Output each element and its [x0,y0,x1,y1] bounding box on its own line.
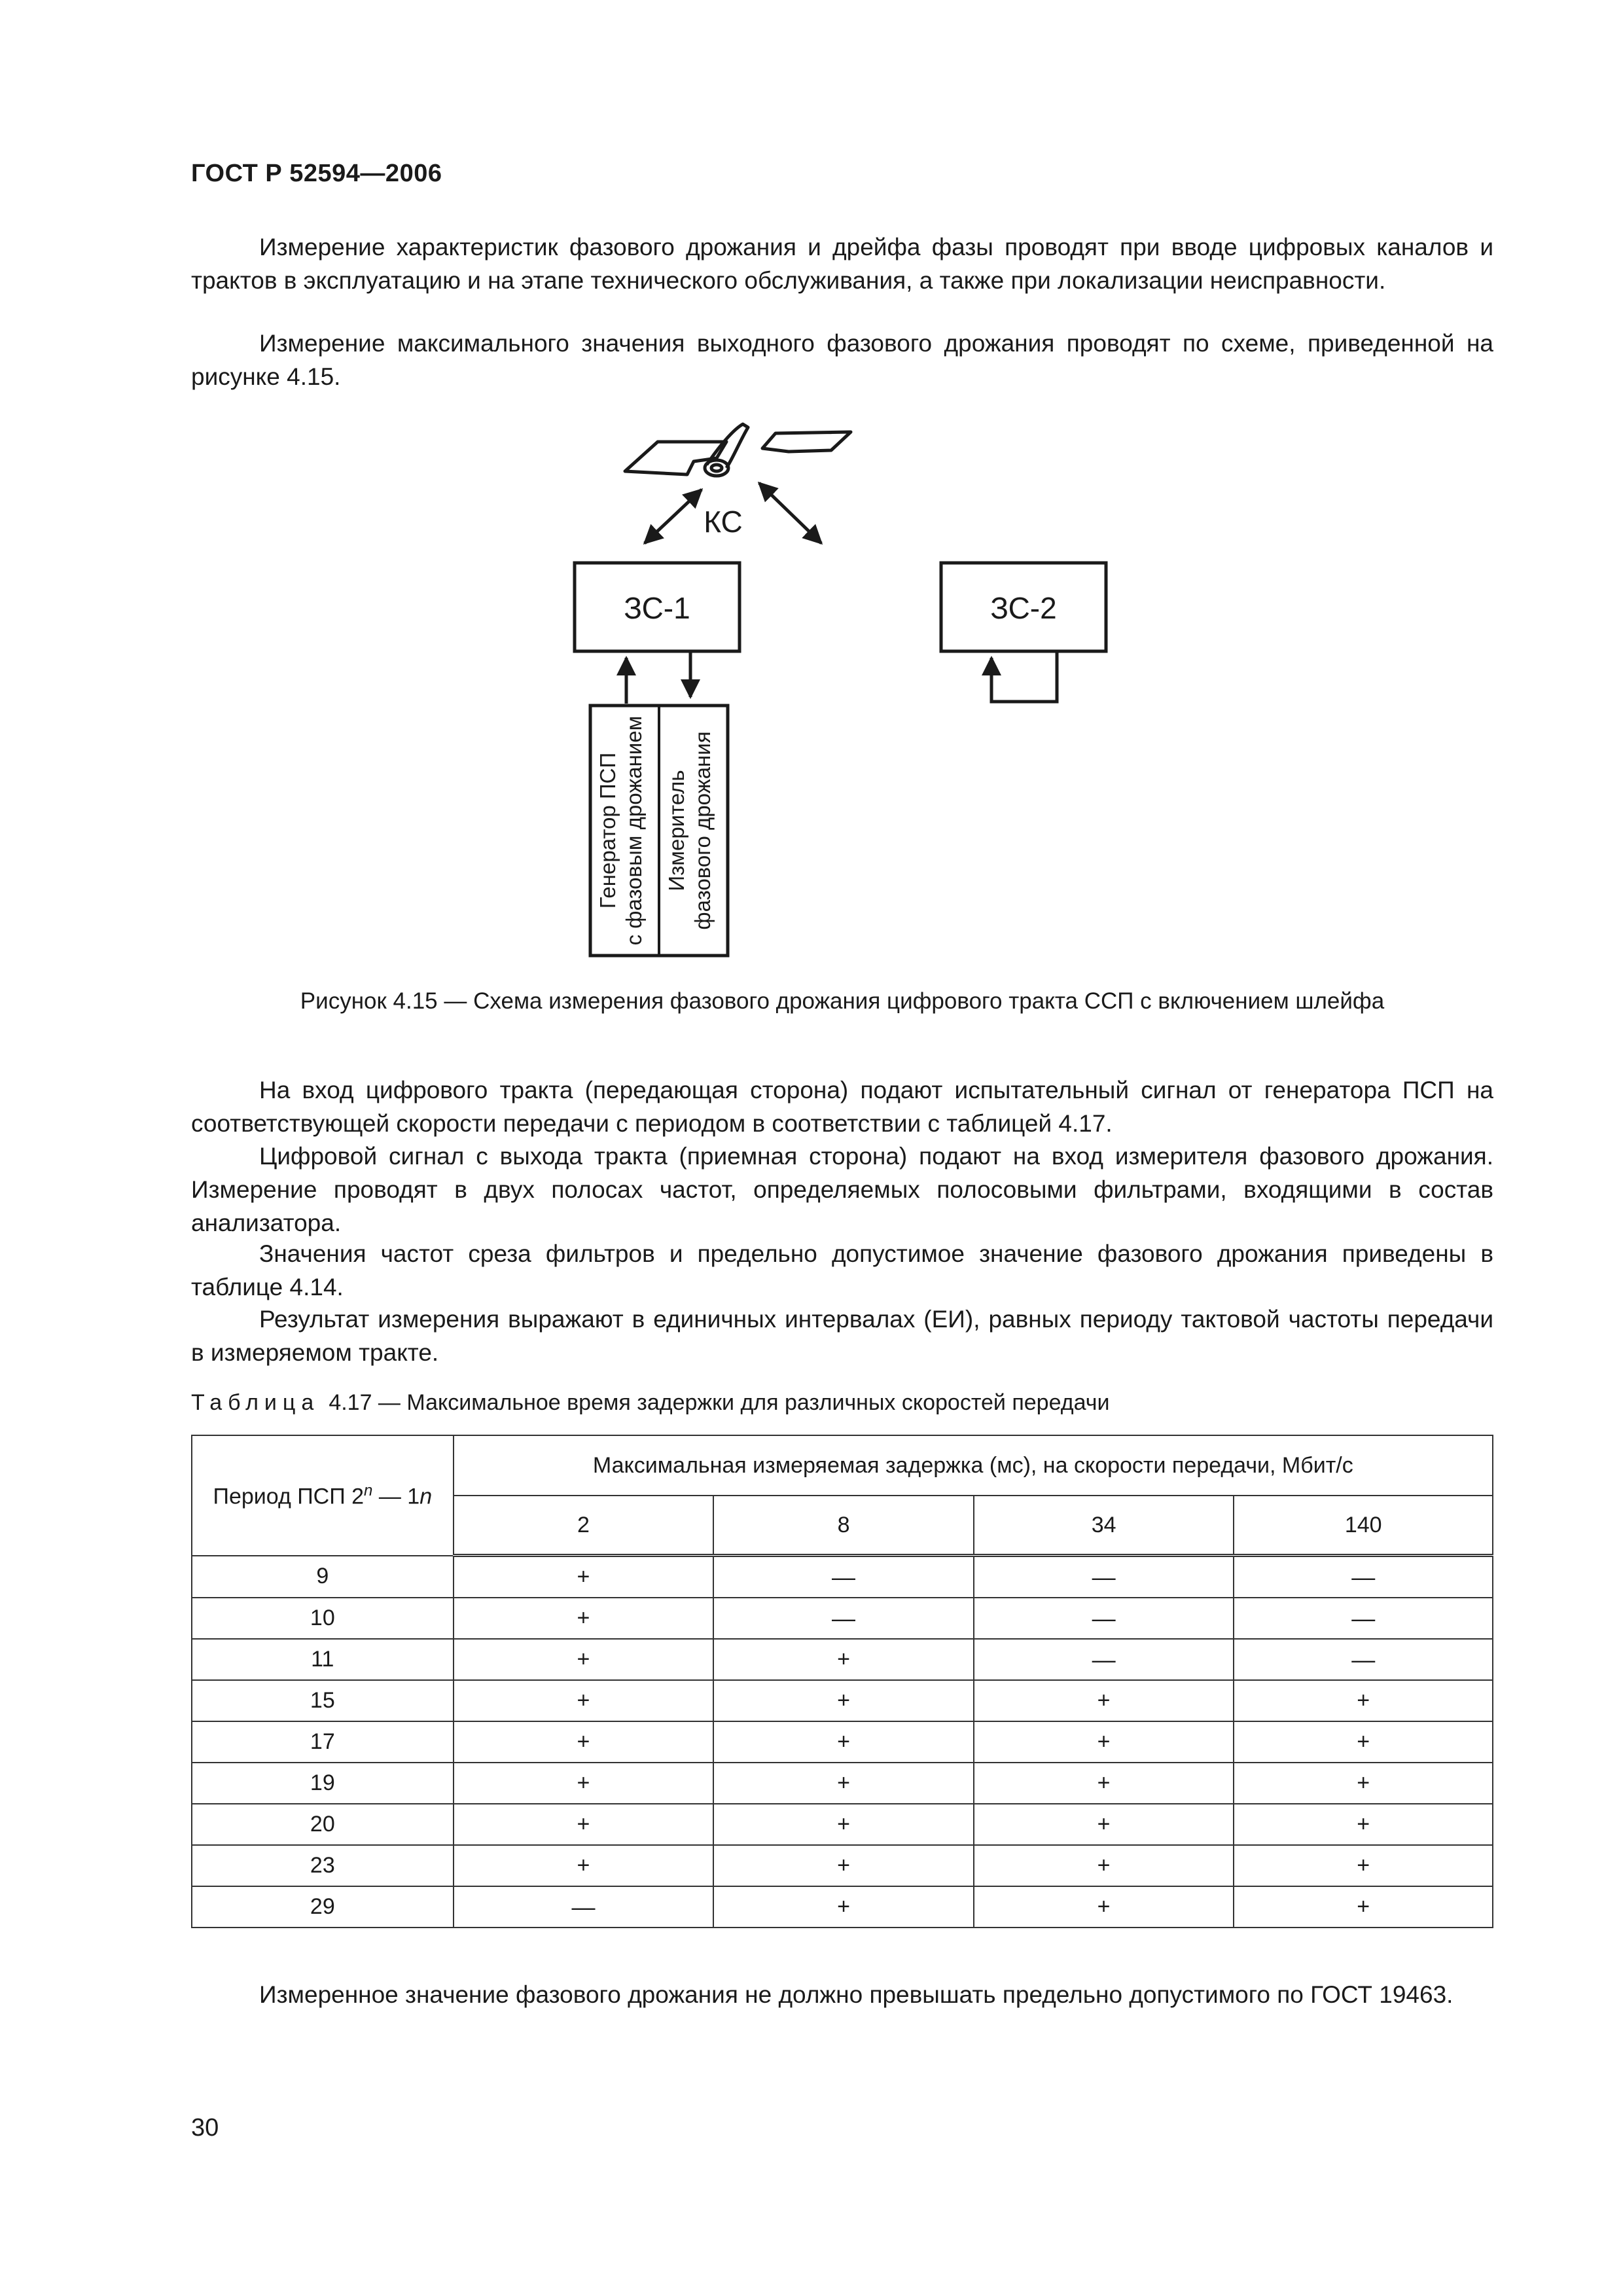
value-cell: — [713,1598,974,1639]
value-cell: + [974,1721,1234,1763]
table-title [191,1390,1109,1416]
body-paragraph-4: Цифровой сигнал с выхода тракта (приемная сторона) подают на вход измерителя фазового дрожания. Измерение проводят в двух полосах частот, определяемых полосовыми фильтрами, входящими в состав анализатора. [191,1143,1493,1236]
header-speed-2: 2 [454,1496,714,1556]
value-cell: — [974,1556,1234,1598]
generator-label-line1: Генератор ПСП [596,752,620,909]
period-cell: 23 [192,1845,454,1886]
body-paragraph-5: Значения частот среза фильтров и предельно допустимое значение фазового дрожания приведены в таблице 4.14. [191,1240,1493,1300]
page-header-title: ГОСТ Р 52594—2006 [191,160,442,187]
value-cell: + [974,1763,1234,1804]
table-row [192,1804,1493,1845]
loopback-arrow-icon [991,651,1057,702]
satellite-label: КС [704,505,743,539]
table-row [192,1721,1493,1763]
value-cell: + [1234,1886,1493,1928]
value-cell: — [1234,1639,1493,1680]
value-cell: + [1234,1680,1493,1721]
value-cell: + [713,1763,974,1804]
value-cell: + [454,1556,714,1598]
value-cell: + [1234,1804,1493,1845]
period-cell: 10 [192,1598,454,1639]
table-row [192,1639,1493,1680]
value-cell: + [1234,1763,1493,1804]
figure-caption: Рисунок 4.15 — Схема измерения фазового дрожания цифрового тракта ССП с включением шлейфа [300,988,1385,1014]
figure-measurement-scheme [563,406,1139,969]
period-cell: 29 [192,1886,454,1928]
intro-paragraph-1: Измерение характеристик фазового дрожания и дрейфа фазы проводят при вводе цифровых каналов и трактов в эксплуатацию и на этапе технического обслуживания, а также при локализации неисправности. [191,234,1493,294]
meter-label-line2: фазового дрожания [690,731,715,930]
table-row [192,1556,1493,1598]
value-cell: + [713,1886,974,1928]
value-cell: + [974,1804,1234,1845]
value-cell: + [1234,1845,1493,1886]
value-cell: + [713,1680,974,1721]
value-cell: — [1234,1598,1493,1639]
header-speed-34: 34 [974,1496,1234,1556]
value-cell: + [974,1680,1234,1721]
value-cell: + [454,1721,714,1763]
value-cell: + [454,1763,714,1804]
value-cell: — [974,1598,1234,1639]
value-cell: — [1234,1556,1493,1598]
body-paragraph-6: Результат измерения выражают в единичных интервалах (ЕИ), равных периоду тактовой частоты передачи в измеряемом тракте. [191,1306,1493,1366]
bidirectional-arrow-icon [645,490,702,543]
value-cell: + [454,1680,714,1721]
value-cell: + [454,1804,714,1845]
satellite-icon [625,424,851,476]
value-cell: + [454,1845,714,1886]
period-cell: 20 [192,1804,454,1845]
table-title-rest: 4.17 — Максимальное время задержки для различных скоростей передачи [329,1390,1110,1415]
value-cell: + [713,1721,974,1763]
period-cell: 11 [192,1639,454,1680]
value-cell: + [974,1886,1234,1928]
table-row [192,1680,1493,1721]
table-row [192,1886,1493,1928]
table-title-prefix: Таблица [191,1390,320,1415]
header-speed-140: 140 [1234,1496,1493,1556]
generator-label-line2: с фазовым дрожанием [622,715,646,946]
intro-paragraph-2: Измерение максимального значения выходного фазового дрожания проводят по схеме, приведенной на рисунке 4.15. [191,330,1493,390]
station-2-label: ЗС-2 [990,591,1057,625]
header-speed-group: Максимальная измеряемая задержка (мс), на скорости передачи, Мбит/с [454,1435,1493,1496]
value-cell: + [713,1845,974,1886]
value-cell: + [974,1845,1234,1886]
period-cell: 17 [192,1721,454,1763]
value-cell: + [454,1598,714,1639]
table-row [192,1845,1493,1886]
header-period: Период ПСП 2$^n$ — 1n [192,1435,454,1556]
value-cell: + [713,1804,974,1845]
table-row [192,1763,1493,1804]
value-cell: + [454,1639,714,1680]
page-number: 30 [191,2114,219,2142]
value-cell: + [1234,1721,1493,1763]
table-row [192,1598,1493,1639]
header-speed-8: 8 [713,1496,974,1556]
value-cell: — [974,1639,1234,1680]
period-cell: 15 [192,1680,454,1721]
closing-paragraph: Измеренное значение фазового дрожания не должно превышать предельно допустимого по ГОСТ 19463. [259,1981,1454,2008]
value-cell: — [713,1556,974,1598]
meter-label-line1: Измеритель [664,770,688,891]
delay-table [191,1435,1493,1928]
period-cell: 9 [192,1556,454,1598]
bidirectional-arrow-icon [759,483,821,543]
station-1-label: ЗС-1 [624,591,690,625]
value-cell: — [454,1886,714,1928]
body-paragraph-3: На вход цифрового тракта (передающая сторона) подают испытательный сигнал от генератора ПСП на соответствующей скорости передачи с периодом в соответствии с таблицей 4.17. [191,1077,1493,1137]
value-cell: + [713,1639,974,1680]
period-cell: 19 [192,1763,454,1804]
